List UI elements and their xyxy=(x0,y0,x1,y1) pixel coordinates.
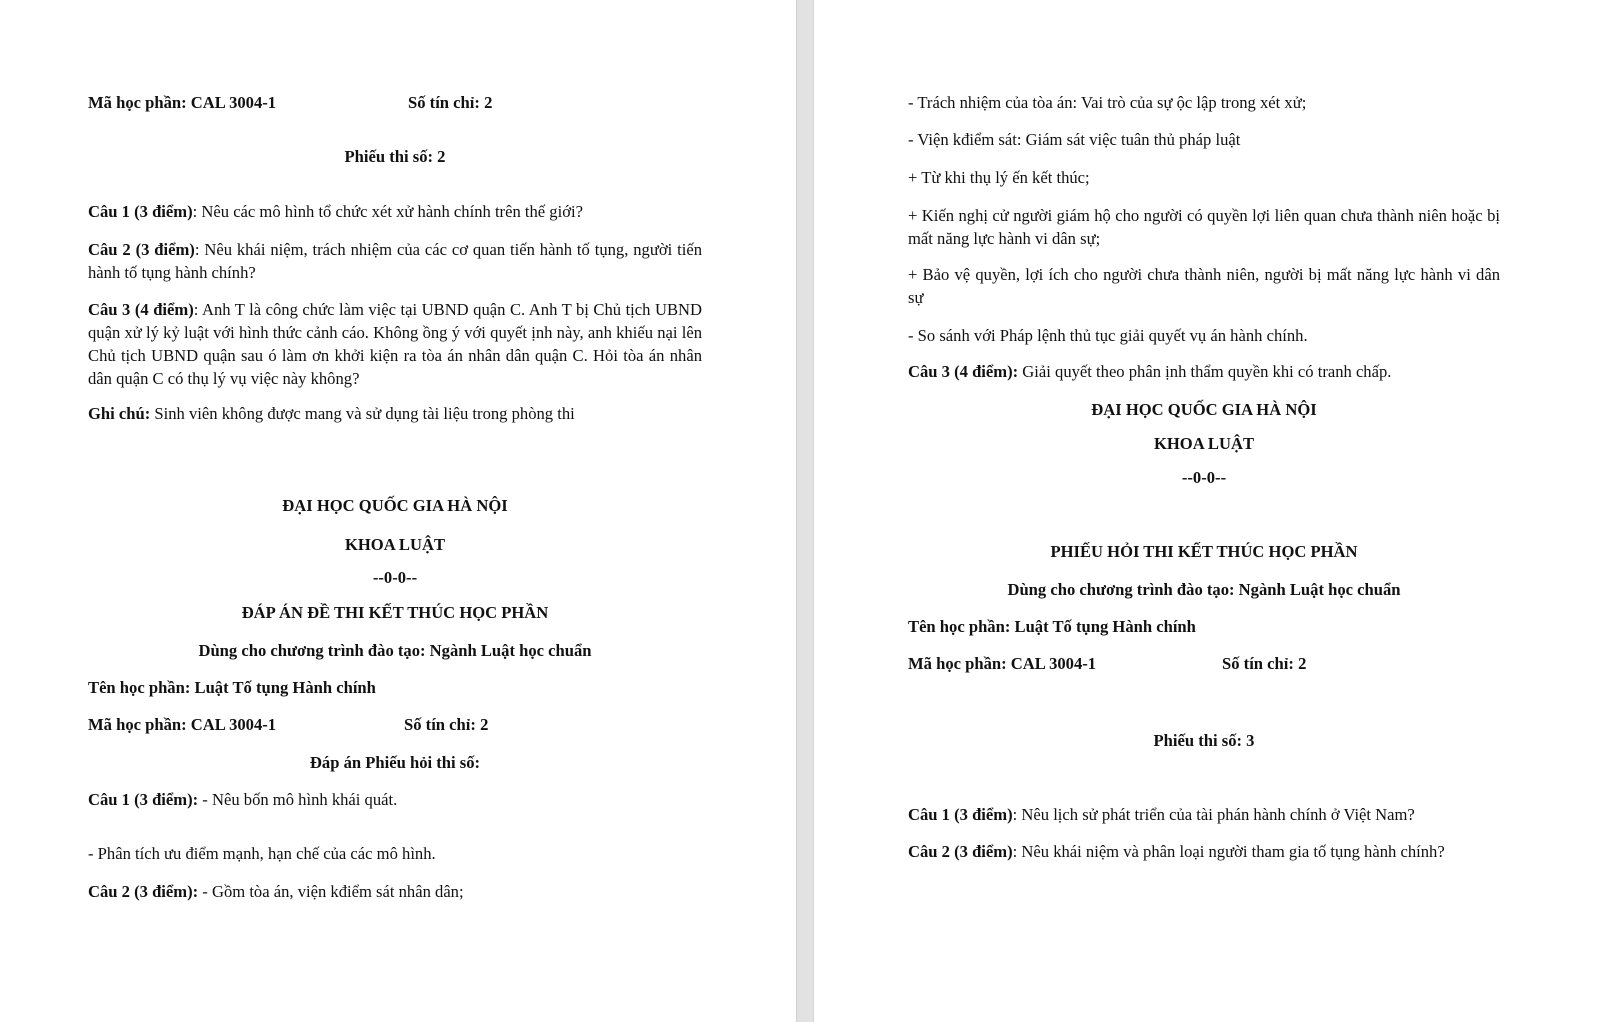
answer-title: ĐÁP ÁN ĐỀ THI KẾT THÚC HỌC PHẦN xyxy=(241,603,549,622)
question-text: : Nêu khái niệm và phân loại người tham gia tố tụng hành chính? xyxy=(1012,842,1445,861)
answer-text: - Nêu bốn mô hình khái quát. xyxy=(198,790,398,809)
course-code: Mã học phần: CAL 3004-1 xyxy=(908,654,1097,673)
separator: --0-0-- xyxy=(372,568,418,587)
answer-1-detail xyxy=(88,842,436,865)
question-label: Câu 2 (3 điểm) xyxy=(88,240,195,259)
course-code-line-2 xyxy=(88,713,489,736)
faculty-name: KHOA LUẬT xyxy=(1153,434,1255,453)
course-name: Tên học phần: Luật Tố tụng Hành chính xyxy=(88,678,376,697)
answer-line: + Kiến nghị cử người giám hộ cho người có quyền lợi liên quan chưa thành niên hoặc bị mất năng lực hành vi dân sự; xyxy=(908,206,1500,248)
credits: Số tín chỉ: 2 xyxy=(404,715,489,734)
answer-text: - Gồm tòa án, viện kđiểm sát nhân dân; xyxy=(198,882,464,901)
answer-line: - Viện kđiểm sát: Giám sát việc tuân thủ pháp luật xyxy=(908,130,1241,149)
answer-sheet-heading: Đáp án Phiếu hỏi thi số: xyxy=(309,753,481,772)
answer-2 xyxy=(88,880,464,903)
question-3 xyxy=(88,298,702,390)
answer-text: - Phân tích ưu điểm mạnh, hạn chế của các mô hình. xyxy=(88,844,436,863)
answer-text: Giải quyết theo phân ịnh thẩm quyền khi có tranh chấp. xyxy=(1018,362,1392,381)
course-code: Mã học phần: CAL 3004-1 xyxy=(88,715,277,734)
question-text: : Nêu khái niệm, trách nhiệm của các cơ quan tiến hành tố tụng, người tiến hành tố tụng hành chính? xyxy=(88,240,702,282)
program-line: Dùng cho chương trình đào tạo: Ngành Luật học chuẩn xyxy=(198,641,592,660)
separator: --0-0-- xyxy=(1181,468,1227,487)
course-name: Tên học phần: Luật Tố tụng Hành chính xyxy=(908,617,1196,636)
question-2 xyxy=(908,840,1445,863)
question-label: Câu 1 (3 điểm) xyxy=(88,202,193,221)
question-1 xyxy=(908,803,1415,826)
program-line: Dùng cho chương trình đào tạo: Ngành Luật học chuẩn xyxy=(1007,580,1401,599)
exam-title: PHIẾU HỎI THI KẾT THÚC HỌC PHẦN xyxy=(1050,542,1358,561)
question-text: : Anh T là công chức làm việc tại UBND quận C. Anh T bị Chủ tịch UBND quận xử lý kỷ luật với hình thức cảnh cáo. Không ồng ý với quyết ịnh này, anh khiếu nại lên Chủ tịch UBND quận sau ó làm ơn khởi kiện ra tòa án nhân dân quận C. Hỏi tòa án nhân dân quận C có thụ lý vụ việc này không? xyxy=(88,300,702,388)
question-2 xyxy=(88,238,702,284)
question-text: : Nêu các mô hình tổ chức xét xử hành chính trên thế giới? xyxy=(192,202,583,221)
answer-1 xyxy=(88,788,397,811)
credits: Số tín chỉ: 2 xyxy=(408,93,493,112)
exam-sheet-number: Phiếu thi số: 3 xyxy=(1153,731,1255,750)
answer-line: - Trách nhiệm của tòa án: Vai trò của sự ộc lập trong xét xử; xyxy=(908,93,1307,112)
note-label: Ghi chú: xyxy=(88,404,151,423)
page-gutter xyxy=(796,0,814,1022)
question-label: Câu 2 (3 điểm) xyxy=(908,842,1013,861)
answer-line: + Bảo vệ quyền, lợi ích cho người chưa thành niên, người bị mất năng lực hành vi dân sự xyxy=(908,265,1500,307)
answer-line: - So sánh với Pháp lệnh thủ tục giải quyết vụ án hành chính. xyxy=(908,326,1308,345)
exam-sheet-number: Phiếu thi số: 2 xyxy=(344,147,446,166)
note-text: Sinh viên không được mang và sử dụng tài liệu trong phòng thi xyxy=(150,404,575,423)
credits: Số tín chỉ: 2 xyxy=(1222,654,1307,673)
answer-label: Câu 2 (3 điểm): xyxy=(88,882,199,901)
university-name: ĐẠI HỌC QUỐC GIA HÀ NỘI xyxy=(1091,400,1317,419)
course-code-line xyxy=(908,652,1307,675)
university-name: ĐẠI HỌC QUỐC GIA HÀ NỘI xyxy=(282,496,508,515)
question-label: Câu 1 (3 điểm) xyxy=(908,805,1013,824)
note xyxy=(88,402,702,425)
question-1 xyxy=(88,200,702,223)
document-page-left xyxy=(0,0,796,1022)
answer-line: + Từ khi thụ lý ến kết thúc; xyxy=(908,168,1090,187)
question-text: : Nêu lịch sử phát triển của tài phán hành chính ở Việt Nam? xyxy=(1012,805,1415,824)
course-code: Mã học phần: CAL 3004-1 xyxy=(88,93,277,112)
answer-label: Câu 3 (4 điểm): xyxy=(908,362,1019,381)
document-page-right xyxy=(814,0,1600,1022)
faculty-name: KHOA LUẬT xyxy=(344,535,446,554)
course-code-line xyxy=(88,91,493,114)
answer-3 xyxy=(908,360,1391,383)
answer-label: Câu 1 (3 điểm): xyxy=(88,790,199,809)
question-label: Câu 3 (4 điểm) xyxy=(88,300,194,319)
